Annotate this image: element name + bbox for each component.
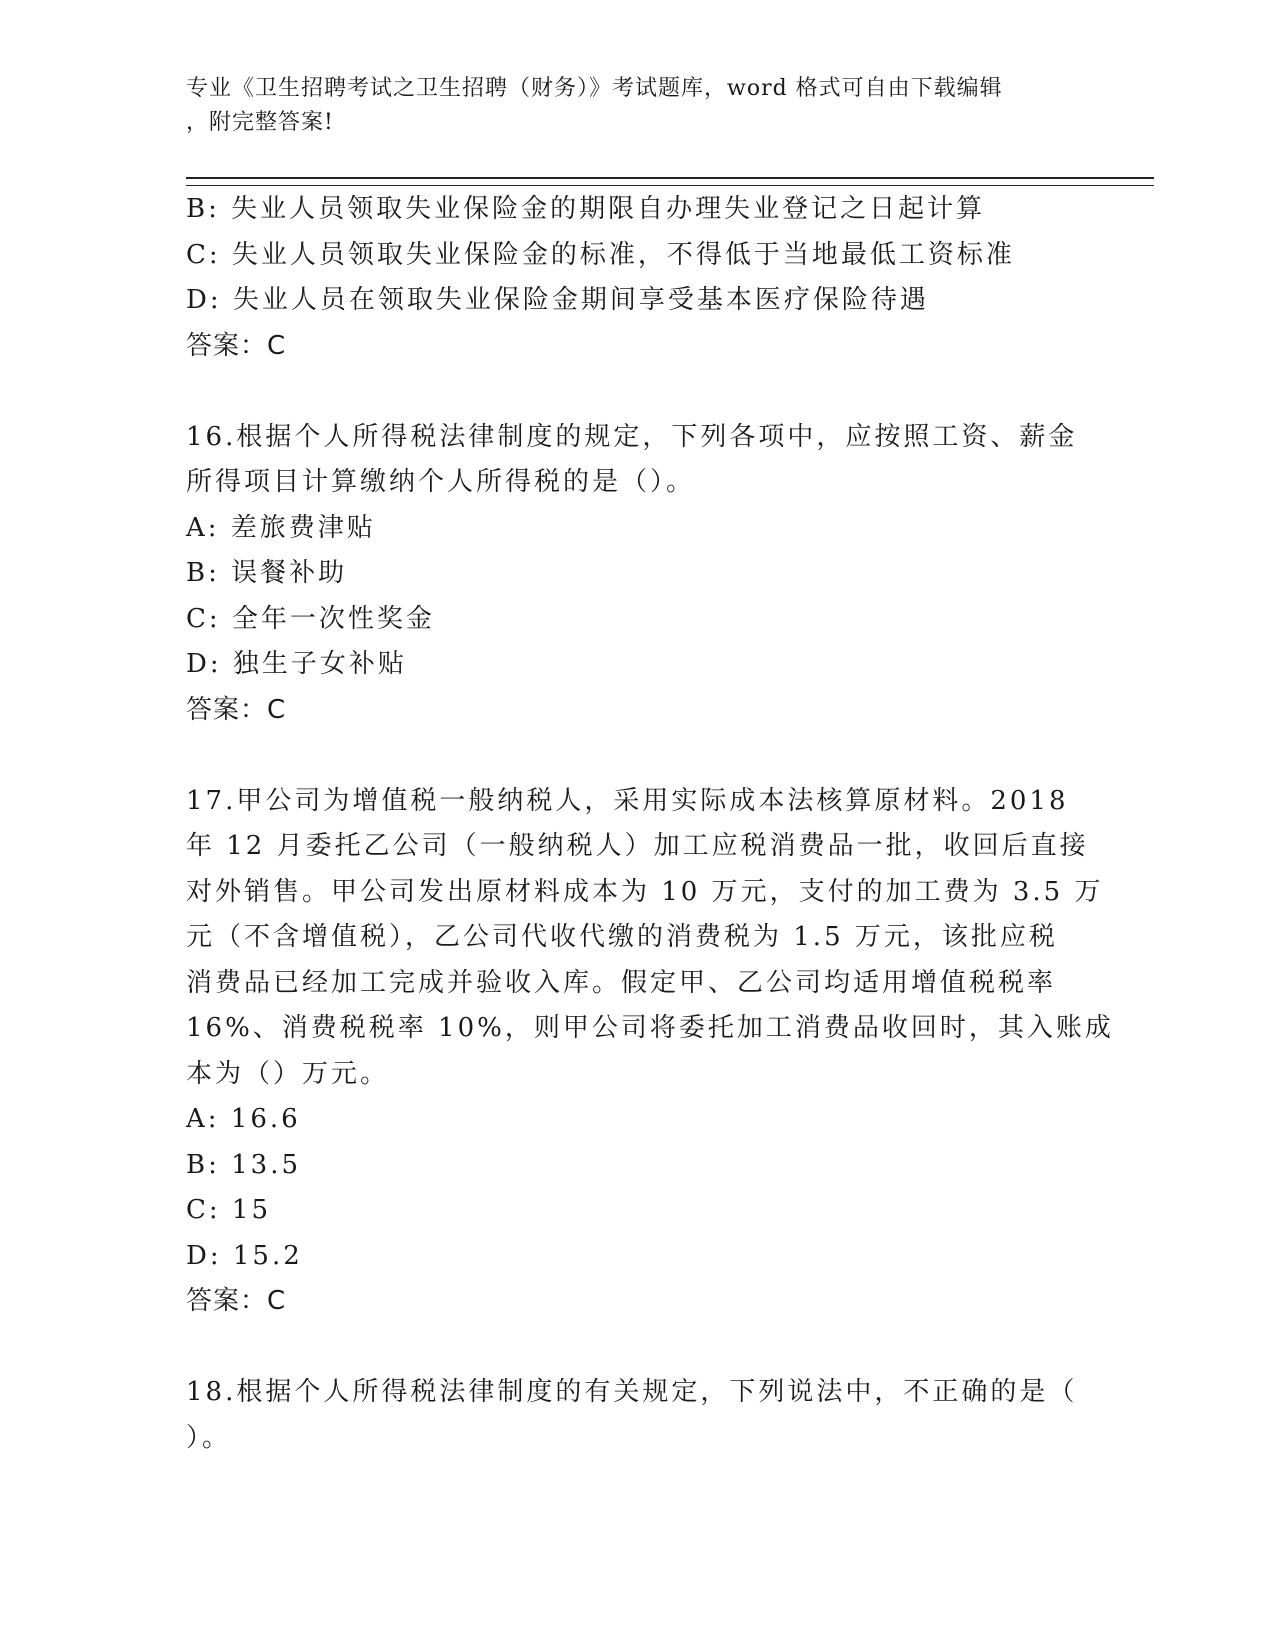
header-divider (186, 177, 1154, 186)
question-17 (186, 779, 1114, 1325)
option-b: B: 误餐补助 (186, 558, 348, 588)
answer: 答案：C (186, 1286, 287, 1316)
header-line-1: 专业《卫生招聘考试之卫生招聘（财务）》考试题库，word 格式可自由下载编辑 (186, 76, 1003, 101)
question-stem-line: 16.根据个人所得税法律制度的规定，下列各项中，应按照工资、薪金 (186, 421, 1078, 452)
document-header (186, 72, 1066, 140)
question-stem-line: 消费品已经加工完成并验收入库。假定甲、乙公司均适用增值税税率 (186, 967, 1057, 998)
option-b: B: 失业人员领取失业保险金的期限自办理失业登记之日起计算 (186, 194, 986, 224)
option-b: B: 13.5 (186, 1149, 302, 1180)
answer: 答案：C (186, 694, 287, 725)
question-stem-line: 18.根据个人所得税法律制度的有关规定，下列说法中，不正确的是（ (186, 1377, 1078, 1407)
header-line-2: ，附完整答案! (186, 110, 334, 135)
question-stem-line: 16%、消费税税率 10%，则甲公司将委托加工消费品收回时，其入账成 (186, 1013, 1114, 1043)
option-a: A: 16.6 (186, 1104, 301, 1134)
option-a: A: 差旅费津贴 (186, 512, 376, 543)
option-c: C: 全年一次性奖金 (186, 603, 435, 634)
question-18 (186, 1370, 1086, 1461)
question-stem-line: 17.甲公司为增值税一般纳税人，采用实际成本法核算原材料。2018 (186, 785, 1069, 816)
question-16 (186, 415, 1086, 734)
question-stem-line: 年 12 月委托乙公司（一般纳税人）加工应税消费品一批，收回后直接 (186, 831, 1089, 861)
option-c: C: 15 (186, 1195, 272, 1225)
question-stem-line: 对外销售。甲公司发出原材料成本为 10 万元，支付的加工费为 3.5 万 (186, 876, 1104, 907)
question-15 (186, 187, 1086, 369)
question-stem-line: ）。 (186, 1422, 232, 1453)
option-d: D: 失业人员在领取失业保险金期间享受基本医疗保险待遇 (186, 285, 929, 315)
option-d: D: 15.2 (186, 1240, 303, 1271)
question-content (186, 187, 1114, 1461)
question-stem-line: 所得项目计算缴纳个人所得税的是（）。 (186, 467, 696, 497)
answer: 答案：C (186, 330, 287, 361)
option-d: D: 独生子女补贴 (186, 649, 407, 679)
option-c: C: 失业人员领取失业保险金的标准，不得低于当地最低工资标准 (186, 239, 1015, 270)
question-stem-line: 本为（）万元。 (186, 1058, 390, 1089)
question-stem-line: 元（不含增值税），乙公司代收代缴的消费税为 1.5 万元，该批应税 (186, 922, 1058, 952)
